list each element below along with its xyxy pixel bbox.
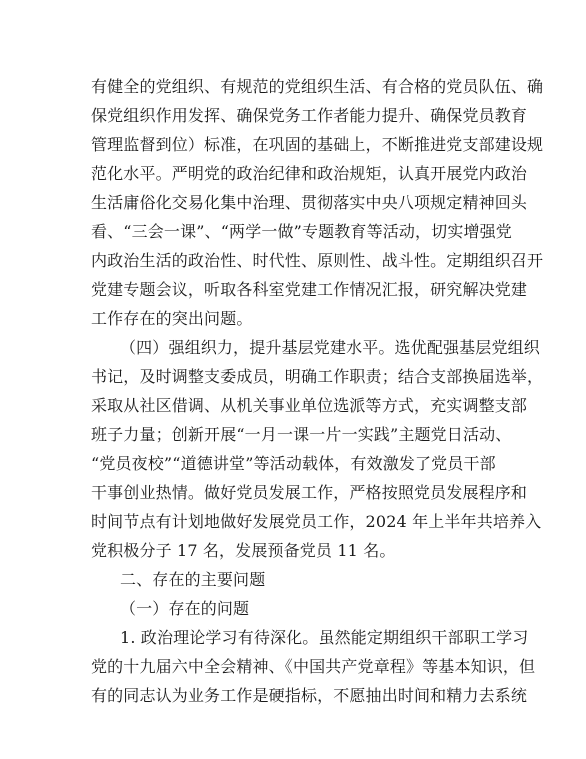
text-line: 时间节点有计划地做好发展党员工作，2024 年上半年共培养入	[91, 512, 542, 531]
text-line: 保党组织作用发挥、确保党务工作者能力提升、确保党员教育	[91, 106, 528, 125]
text-line: 党的十九届六中全会精神、《中国共产党章程》等基本知识，但	[91, 657, 536, 676]
text-line: 工作存在的突出问题。	[91, 309, 253, 328]
text-line: （四）强组织力，提升基层党建水平。选优配强基层党组织	[120, 338, 540, 357]
text-line: 看、“三会一课”、“两学一做”专题教育等活动，切实增强党	[91, 222, 512, 241]
text-line: “党员夜校”“道德讲堂”等活动载体，有效激发了党员干部	[91, 454, 496, 473]
text-line: 管理监督到位）标准，在巩固的基础上，不断推进党支部建设规	[91, 135, 544, 154]
text-line: 班子力量；创新开展“一月一课一片一实践”主题党日活动、	[91, 425, 512, 444]
text-line: 范化水平。严明党的政治纪律和政治规矩，认真开展党内政治	[91, 164, 528, 183]
text-line: 干事创业热情。做好党员发展工作，严格按照党员发展程序和	[91, 483, 528, 502]
text-line: 1. 政治理论学习有待深化。虽然能定期组织干部职工学习	[120, 628, 529, 647]
text-line: 生活庸俗化交易化集中治理、贯彻落实中央八项规定精神回头	[91, 193, 528, 212]
subsection-heading: （一）存在的问题	[120, 599, 250, 618]
text-line: 书记，及时调整支委成员，明确工作职责；结合支部换届选举，	[91, 367, 544, 386]
section-heading: 二、存在的主要问题	[120, 570, 266, 589]
text-line: 采取从社区借调、从机关事业单位选派等方式，充实调整支部	[91, 396, 528, 415]
text-line: 有的同志认为业务工作是硬指标，不愿抽出时间和精力去系统	[91, 686, 528, 705]
text-line: 内政治生活的政治性、时代性、原则性、战斗性。定期组织召开	[91, 251, 544, 270]
text-line: 有健全的党组织、有规范的党组织生活、有合格的党员队伍、确	[91, 77, 544, 96]
text-line: 党积极分子 17 名，发展预备党员 11 名。	[91, 541, 396, 560]
text-line: 党建专题会议，听取各科室党建工作情况汇报，研究解决党建	[91, 280, 528, 299]
